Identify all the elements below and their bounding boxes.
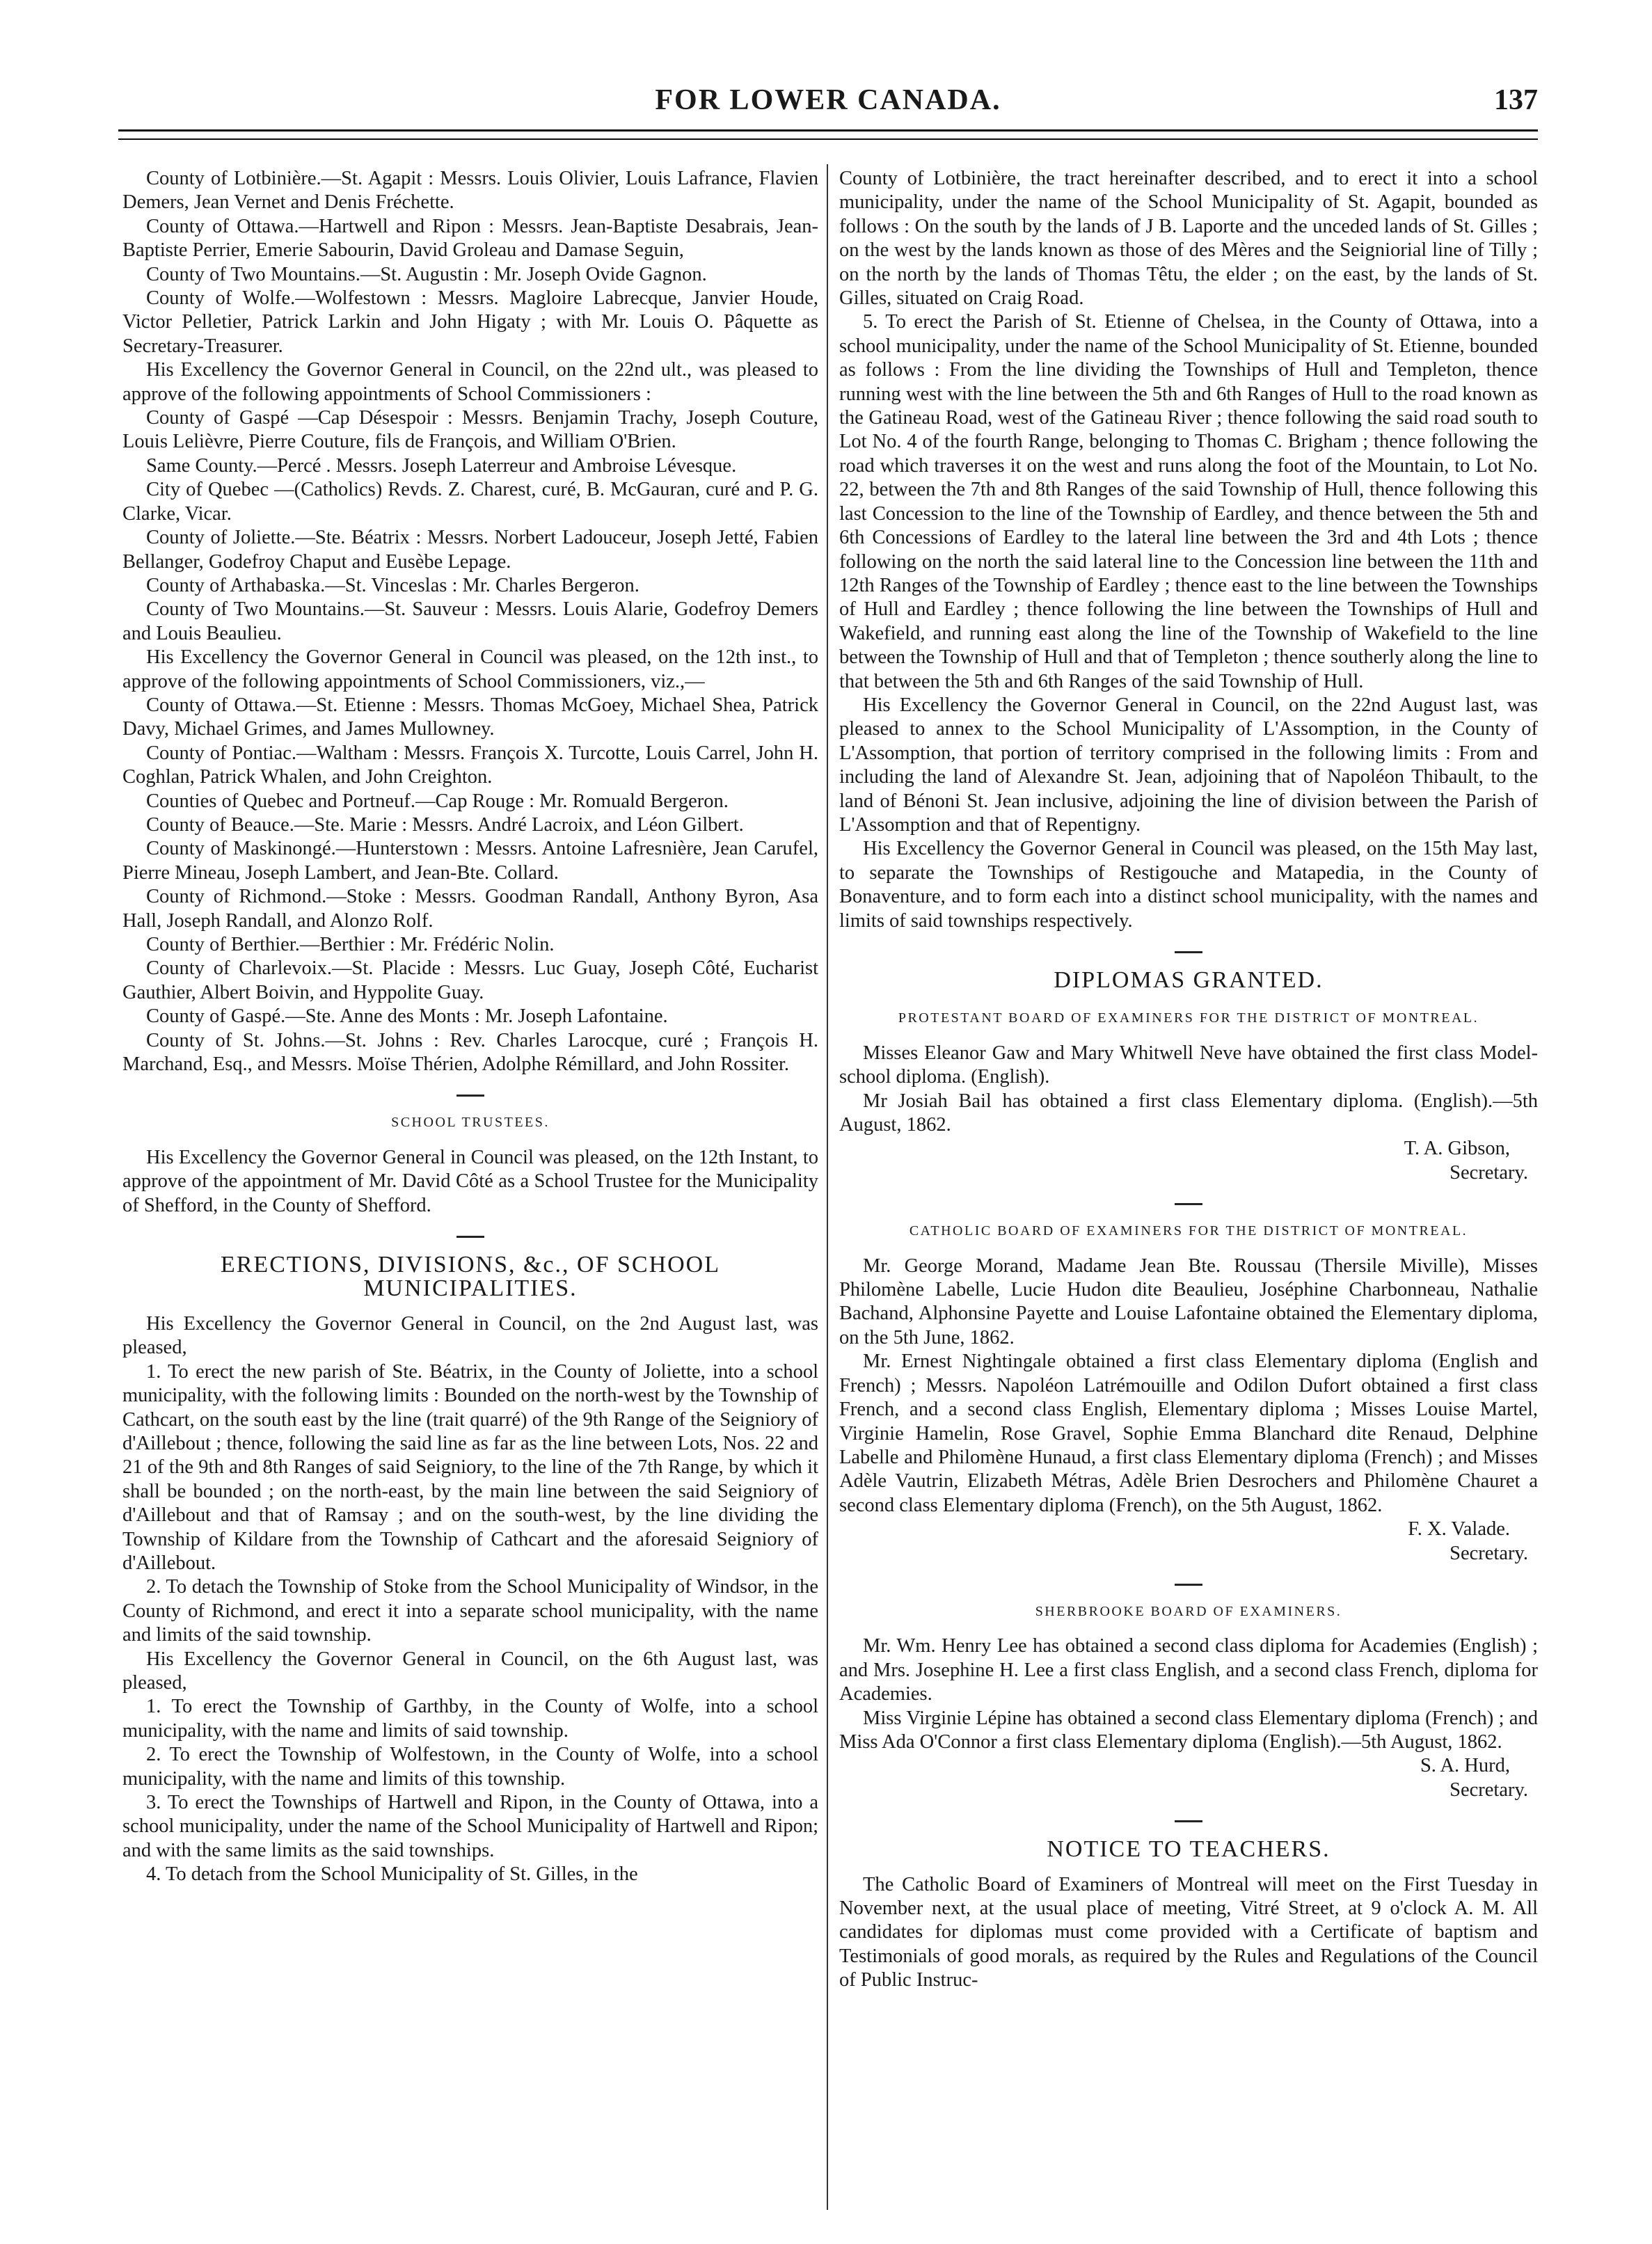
paragraph: County of Ottawa.—Hartwell and Ripon : Messrs. Jean-Baptiste Desabrais, Jean-Baptiste Perrier, Emerie Sabourin, David Groleau and Damase Seguin, [122,215,818,262]
paragraph: 1. To erect the new parish of Ste. Béatrix, in the County of Joliette, into a school municipality, with the following limits : Bounded on the north-west by the Township of Cathcart, on the south east by the line (trait quarré) of the 9th Range of the Seigniory of d'Aillebout ; thence, following the said line as far as the line between Lots, Nos. 22 and 21 of the 9th and 8th Ranges of said Seigniory, to the line of the 7th Range, by which it shall be bounded ; on the north-east, by the main line between the said Seigniory of d'Aillebout and that of Ramsay ; and on the south-west, by the line dividing the Township of Kildare from the Township of Cathcart and the aforesaid Seigniory of d'Aillebout. [122,1360,818,1574]
page-header [118,83,1538,125]
section-dash [1175,1584,1202,1586]
paragraph: 2. To erect the Township of Wolfestown, in the County of Wolfe, into a school municipality, with the name and limits of this township. [122,1744,818,1790]
paragraph: County of Charlevoix.—St. Placide : Messrs. Luc Guay, Joseph Côté, Eucharist Gauthier, Albert Boivin, and Hyppolite Guay. [122,957,818,1003]
section-dash [1175,1203,1202,1205]
paragraph: Counties of Quebec and Portneuf.—Cap Rouge : Mr. Romuald Bergeron. [146,790,729,812]
diplomas-heading: DIPLOMAS GRANTED. [1054,967,1324,993]
left-column [122,167,818,1887]
section-dash [1175,951,1202,953]
paragraph: County of Lotbinière.—St. Agapit : Messrs. Louis Olivier, Louis Lafrance, Flavien Demers, Jean Vernet and Denis Fréchette. [122,168,818,214]
column-divider [827,164,828,2210]
sherbrooke-board-heading: SHERBROOKE BOARD OF EXAMINERS. [1035,1603,1342,1619]
paragraph: Misses Eleanor Gaw and Mary Whitwell Neve have obtained the first class Model-school diploma. (English). [839,1042,1538,1088]
right-column [839,167,1538,1993]
school-trustees-heading: SCHOOL TRUSTEES. [391,1115,550,1131]
signature-name: F. X. Valade. [1408,1518,1510,1541]
section-dash [456,1095,484,1097]
paragraph: 3. To erect the Townships of Hartwell and Ripon, in the County of Ottawa, into a school municipality, under the name of the School Municipality of Hartwell and Ripon; and with the same limits as the said townships. [122,1792,818,1861]
section-dash [456,1236,484,1238]
signature-title: Secretary. [1450,1542,1528,1564]
notice-to-teachers-heading: NOTICE TO TEACHERS. [1047,1836,1331,1863]
paragraph: His Excellency the Governor General in Council, on the 6th August last, was pleased, [122,1648,818,1694]
paragraph: County of Ottawa.—St. Etienne : Messrs. Thomas McGoey, Michael Shea, Patrick Davy, Michael Grimes, and James Mullowney. [122,694,818,740]
signature-title: Secretary. [1450,1161,1528,1184]
catholic-board-heading: CATHOLIC BOARD OF EXAMINERS FOR THE DISTRICT OF MONTREAL. [909,1223,1468,1239]
paragraph: County of Maskinongé.—Hunterstown : Messrs. Antoine Lafresnière, Jean Carufel, Pierre Mineau, Joseph Lambert, and Jean-Bte. Collard. [122,838,818,884]
paragraph: County of Wolfe.—Wolfestown : Messrs. Magloire Labrecque, Janvier Houde, Victor Pelletier, Patrick Larkin and John Higaty ; with Mr. Louis O. Pâquette as Secretary-Treasurer. [122,287,818,357]
paragraph: Mr Josiah Bail has obtained a first class Elementary diploma. (English).—5th August, 1862. [839,1090,1538,1136]
protestant-board-heading: PROTESTANT BOARD OF EXAMINERS FOR THE DISTRICT OF MONTREAL. [898,1010,1479,1026]
running-head-title: FOR LOWER CANADA. [655,84,1001,116]
appointments-section [122,167,818,1076]
paragraph: County of Richmond.—Stoke : Messrs. Goodman Randall, Anthony Byron, Asa Hall, Joseph Randall, and Alonzo Rolf. [122,886,818,932]
paragraph: His Excellency the Governor General in Council was pleased, on the 12th Instant, to approve of the appointment of Mr. David Côté as a School Trustee for the Municipality of Shefford, in the County of Shefford. [122,1146,818,1216]
paragraph: 2. To detach the Township of Stoke from the School Municipality of Windsor, in the County of Richmond, and erect it into a separate school municipality, with the name and limits of the said township. [122,1576,818,1646]
signature-name: S. A. Hurd, [1420,1755,1510,1777]
signature-title: Secretary. [1450,1779,1528,1801]
paragraph: His Excellency the Governor General in Council, on the 22nd ult., was pleased to approve of the following appointments of School Commissioners : [122,359,818,405]
paragraph: His Excellency the Governor General in Council, on the 22nd August last, was pleased to annex to the School Municipality of L'Assomption, in the County of L'Assomption, that portion of territory comprised in the following limits : From and including the land of Alexandre St. Jean, adjoining that of Napoléon Thibault, to the land of Bénoni St. Jean inclusive, adjoining the line of division between the Parish of L'Assomption and that of Repentigny. [839,694,1538,836]
paragraph: County of Beauce.—Ste. Marie : Messrs. André Lacroix, and Léon Gilbert. [146,813,744,836]
signature-name: T. A. Gibson, [1404,1138,1510,1160]
paragraph: Same County.—Percé . Messrs. Joseph Laterreur and Ambroise Lévesque. [146,454,737,477]
paragraph: The Catholic Board of Examiners of Montreal will meet on the First Tuesday in November next, at the usual place of meeting, Vitré Street, at 9 o'clock A. M. All candidates for diplomas must come provided with a Certificate of baptism and Testimonials of good morals, as required by the Rules and Regulations of the Council of Public Instruc- [839,1873,1538,1991]
paragraph: County of Pontiac.—Waltham : Messrs. François X. Turcotte, Louis Carrel, John H. Coghlan, Patrick Whalen, and John Creighton. [122,742,818,788]
paragraph: County of Arthabaska.—St. Vinceslas : Mr. Charles Bergeron. [146,574,640,596]
paragraph: County of Two Mountains.—St. Sauveur : Messrs. Louis Alarie, Godefroy Demers and Louis Beaulieu. [122,598,818,644]
section-dash [1175,1820,1202,1822]
paragraph: County of Joliette.—Ste. Béatrix : Messrs. Norbert Ladouceur, Joseph Jetté, Fabien Bellanger, Godefroy Chaput and Eusèbe Lepage. [122,527,818,573]
paragraph: Mr. George Morand, Madame Jean Bte. Roussau (Thersile Miville), Misses Philomène Labelle, Lucie Hudon dite Beaulieu, Joséphine Charbonneau, Nathalie Bachand, Alphonsine Payette and Louise Lafontaine obtained the Elementary diploma, on the 5th June, 1862. [839,1255,1538,1348]
paragraph: Mr. Ernest Nightingale obtained a first class Elementary diploma (English and French) ; Messrs. Napoléon Latrémouille and Odilon Dufort obtained a first class French, and a second class English, Elementary diploma ; Misses Louise Martel, Virginie Hamelin, Rose Gravel, Sophie Emma Blanchard dite Renaud, Delphine Labelle and Philomène Hunaud, a first class Elementary diploma (French) ; and Misses Adèle Vautrin, Elizabeth Métras, Adèle Brien Desrochers and Philomène Chauret a second class Elementary diploma (French), on the 5th August, 1862. [839,1351,1538,1516]
paragraph: County of Berthier.—Berthier : Mr. Frédéric Nolin. [146,934,555,955]
paragraph: County of Gaspé —Cap Désespoir : Messrs. Benjamin Trachy, Joseph Couture, Louis Lelièvre, Pierre Couture, fils de François, and William O'Brien. [122,407,818,453]
paragraph: County of St. Johns.—St. Johns : Rev. Charles Larocque, curé ; François H. Marchand, Esq., and Messrs. Moïse Thérien, Adolphe Rémillard, and John Rossiter. [122,1029,818,1076]
paragraph: His Excellency the Governor General in Council was pleased, on the 12th inst., to approve of the following appointments of School Commissioners, viz.,— [122,646,818,692]
paragraph: County of Lotbinière, the tract hereinafter described, and to erect it into a school municipality, under the name of the School Municipality of St. Agapit, bounded as follows : On the south by the lands of J B. Laporte and the unceded lands of St. Gilles ; on the west by the lands known as those of des Mères and the Seigniorial line of Tilly ; on the north by the lands of Thomas Têtu, the elder ; on the east, by the lands of St. Gilles, situated on Craig Road. [839,168,1538,310]
paragraph: 5. To erect the Parish of St. Etienne of Chelsea, in the County of Ottawa, into a school municipality, under the name of the School Municipality of St. Etienne, bounded as follows : From the line dividing the Townships of Hull and Templeton, thence running west with the line between the 5th and 6th Ranges of Hull to the road known as the Gatineau Road, west of the Gatineau River ; thence following the said road south to Lot No. 4 of the fourth Range, belonging to Thomas C. Brigham ; thence following the road which traverses it on the west and runs along the foot of the Mountain, to Lot No. 22, between the 7th and 8th Ranges of the said Township of Hull, thence following this last Concession to the line of the Township of Eardley, and thence between the 5th and 6th Concessions of Eardley to the lateral line between the 3rd and 4th Lots ; thence following on the north the said lateral line to the Concession line between the 11th and 12th Ranges of the Township of Eardley ; thence east to the line between the Townships of Hull and Eardley ; thence following the line between the Townships of Hull and Wakefield, and running east along the line of the Township of Wakefield to the line between the Township of Hull and that of Templeton ; thence southerly along the line to that between the 5th and 6th Ranges of the said Township of Hull. [839,311,1538,692]
paragraph: County of Gaspé.—Ste. Anne des Monts : Mr. Joseph Lafontaine. [146,1005,668,1028]
paragraph: His Excellency the Governor General in Council, on the 2nd August last, was pleased, [122,1312,818,1359]
paragraph: County of Two Mountains.—St. Augustin : Mr. Joseph Ovide Gagnon. [146,263,707,285]
paragraph: His Excellency the Governor General in Council was pleased, on the 15th May last, to separate the Townships of Restigouche and Matapedia, in the County of Bonaventure, and to form each into a distinct school municipality, with the names and limits of said townships respectively. [839,838,1538,932]
municipalities-continued [839,167,1538,933]
header-rule [118,129,1538,140]
paragraph: Miss Virginie Lépine has obtained a second class Elementary diploma (French) ; and Miss Ada O'Connor a first class Elementary diploma (English).—5th August, 1862. [839,1707,1538,1753]
paragraph: City of Quebec —(Catholics) Revds. Z. Charest, curé, B. McGauran, curé and P. G. Clarke, Vicar. [122,479,818,525]
erections-heading: ERECTIONS, DIVISIONS, &c., OF SCHOOL MUNICIPALITIES. [220,1252,721,1302]
erections-section [122,1312,818,1887]
paragraph: Mr. Wm. Henry Lee has obtained a second class diploma for Academies (English) ; and Mrs. Josephine H. Lee a first class English, and a second class French, diploma for Academies. [839,1635,1538,1705]
paragraph: 1. To erect the Township of Garthby, in the County of Wolfe, into a school municipality, with the name and limits of said township. [122,1696,818,1742]
paragraph: 4. To detach from the School Municipality of St. Gilles, in the [146,1863,638,1886]
page-number: 137 [1494,84,1538,116]
